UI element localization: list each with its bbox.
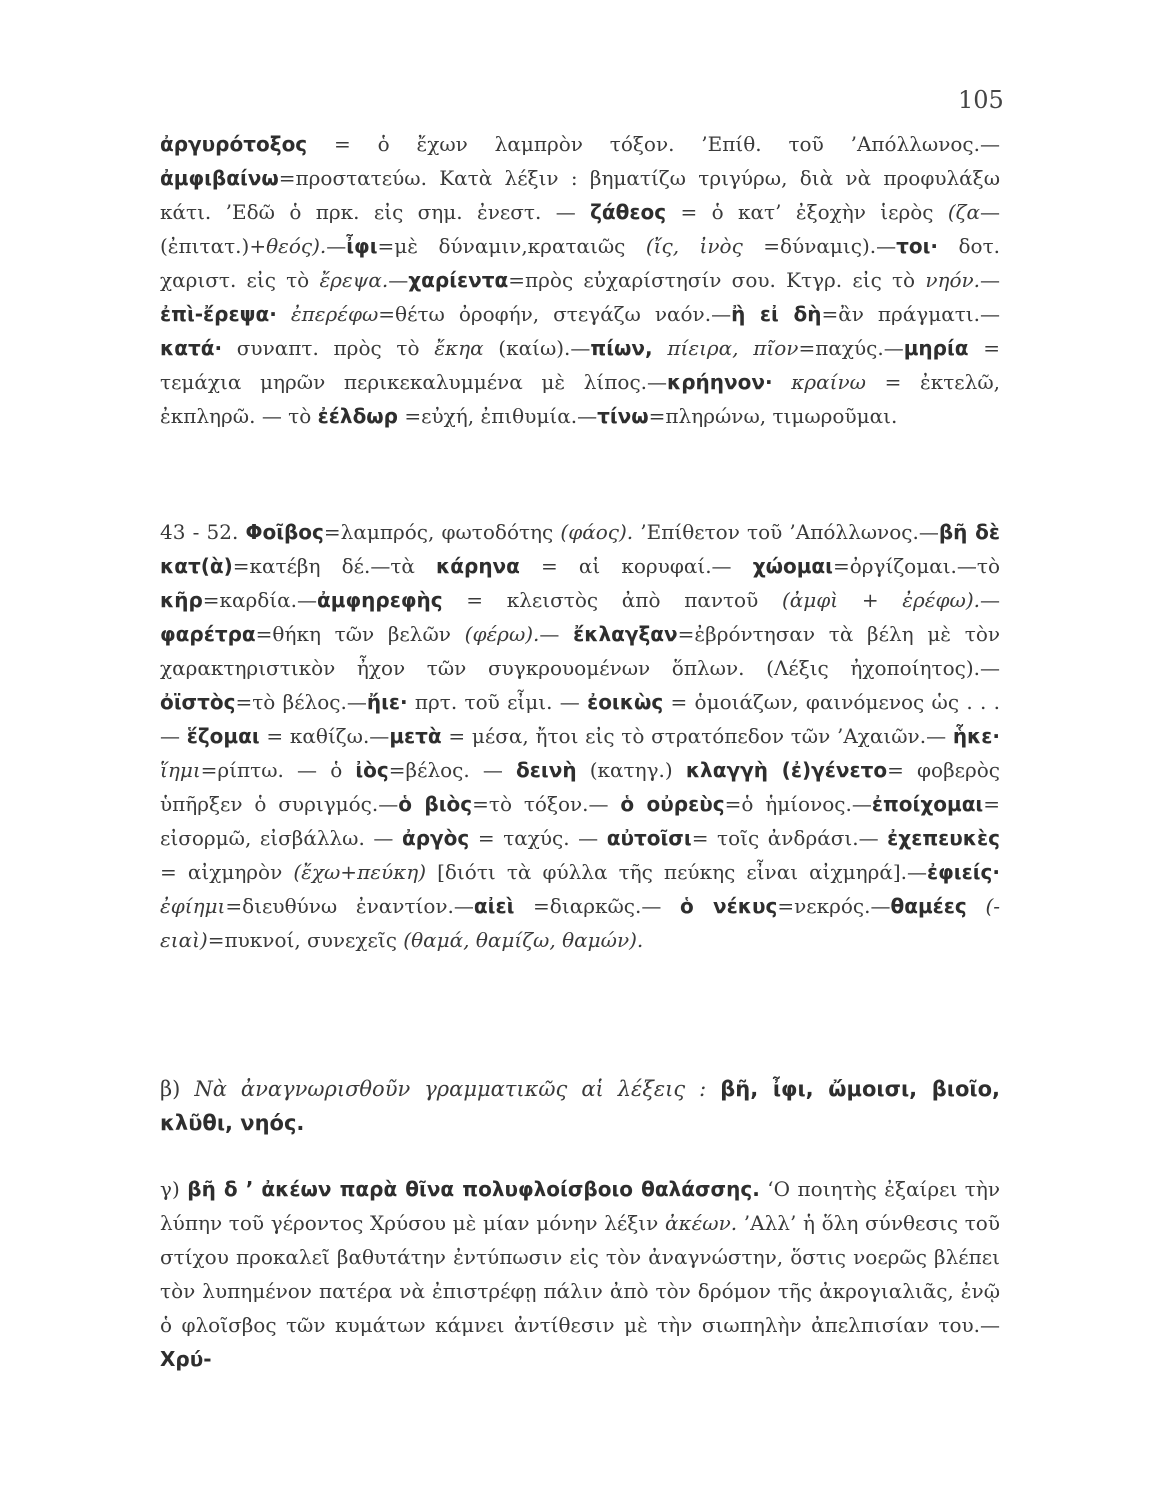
italic-text: ἵημι	[160, 758, 201, 782]
text-run: =ρίπτω. — ὁ	[200, 758, 356, 782]
headword: ζάθεος	[590, 200, 667, 224]
text-run: =νεκρός.—	[777, 894, 891, 918]
headword: φαρέτρα	[160, 622, 256, 646]
text-run: ’Αλλ’ ἡ ὅλη σύνθεσις τοῦ στίχου προκαλεῖ βαθυτάτην ἐντύπωσιν εἰς τὸν ἀναγνώστην, ὅστις νοερῶς βλέπει τὸν λυπημένον πατέρα νὰ ἐπιστρέφῃ πάλιν ἀπὸ τὸν δρόμον τῆς ἀκρογιαλιᾶς, ἐνῷ ὁ φλοῖσβος τῶν κυμάτων κάμνει ἀντίθεσιν μὲ τὴν σιωπηλὴν ἀπελπισίαν του.—	[160, 1211, 1001, 1337]
headword: θαμέες	[890, 894, 967, 918]
text-run: =καρδία.—	[202, 588, 318, 612]
headword: αἰεὶ	[473, 894, 515, 918]
text-run: =διευθύνω ἐναντίον.—	[225, 894, 474, 918]
text-run: =ὁ ἡμίονος.—	[724, 792, 872, 816]
text-run: = αἱ κορυφαί.—	[519, 554, 753, 578]
text-run: =προστατεύω. Κατὰ λέξιν : βηματίζω τριγύρω, διὰ νὰ προφυλάξω κάτι. ’Εδῶ ὁ πρκ. εἰς σημ. ἐνεστ. —	[160, 166, 1000, 224]
text-run: —	[326, 234, 347, 258]
text-run: ’Επίθετον τοῦ ’Απόλλωνος.—	[633, 520, 939, 544]
text-run: = ταχύς. —	[469, 826, 607, 850]
text-run: (καίω).—	[483, 336, 591, 360]
headword: κάρηνα	[436, 554, 520, 578]
glossary-paragraph-2	[160, 515, 1000, 957]
italic-text: (-ειαὶ)	[160, 894, 1001, 952]
headword: ἀμφιβαίνω	[160, 166, 279, 190]
headword: μετὰ	[389, 724, 442, 748]
text-run: συναπτ. πρὸς τὸ	[222, 336, 435, 360]
italic-text: (θαμά, θαμίζω, θαμών).	[403, 928, 644, 952]
text-run: 43 - 52.	[160, 520, 246, 544]
text-run: ‘Ο ποιητὴς ἐξαίρει τὴν λύπην τοῦ γέροντος Χρύσου μὲ μίαν μόνην λέξιν	[160, 1177, 1000, 1235]
headword: κατά·	[160, 336, 223, 360]
italic-text: ἔρεψα.	[319, 268, 389, 292]
text-run: δοτ. χαριστ. εἰς τὸ	[160, 234, 1000, 292]
page-number: 105	[958, 86, 1004, 114]
text-run: = αἰχμηρὸν	[160, 860, 294, 884]
text-run: πρτ. τοῦ εἶμι. —	[407, 690, 588, 714]
headword: ὀϊστὸς	[160, 690, 236, 714]
headword: ἧκε·	[952, 724, 1000, 748]
italic-text: θεός).	[266, 234, 327, 258]
headword: βῆ δ ’ ἀκέων παρὰ θῖνα πολυφλοίσβοιο θαλάσσης.	[187, 1177, 760, 1201]
italic-text: πίειρα, πῖον	[652, 336, 799, 360]
italic-text: (φέρω).	[464, 622, 540, 646]
headword: ἰὸς	[355, 758, 389, 782]
headword: ἐπὶ-ἔρεψα·	[160, 302, 277, 326]
italic-text: ἀκέων.	[664, 1211, 738, 1235]
headword: κλαγγὴ (ἐ)γένετο	[685, 758, 888, 782]
italic-text: (ζα	[947, 200, 980, 224]
text-run: =πληρώνω, τιμωροῦμαι.	[648, 404, 898, 428]
headword: τίνω	[597, 404, 649, 428]
headword: κῆρ	[160, 588, 203, 612]
text-run: γ)	[160, 1177, 188, 1201]
headword: ἤιε·	[366, 690, 408, 714]
headword: τοι·	[896, 234, 939, 258]
italic-text: ἔκηα	[434, 336, 484, 360]
text-run: =κατέβη δέ.—τὰ	[232, 554, 437, 578]
headword: ἀργυρότοξος	[160, 132, 308, 156]
exercise-c-paragraph	[160, 1172, 1000, 1376]
text-run: =ἂν πράγματι.—	[821, 302, 1000, 326]
text-run: = φοβερὸς ὑπῆρξεν ὁ συριγμός.—	[160, 758, 1000, 816]
text-run: = ἐκτελῶ, ἐκπληρῶ. — τὸ	[160, 370, 1001, 428]
headword: ἀργὸς	[402, 826, 470, 850]
text-run: = εἰσορμῶ, εἰσβάλλω. —	[160, 792, 1000, 850]
text-run: =τὸ βέλος.—	[235, 690, 367, 714]
text-run: =εὐχή, ἐπιθυμία.—	[398, 404, 598, 428]
glossary-paragraph-1	[160, 127, 1000, 433]
text-run: =θήκη τῶν βελῶν	[255, 622, 465, 646]
italic-text: ἐπερέφω	[276, 302, 379, 326]
text-run	[706, 1077, 720, 1101]
text-run: = ὁμοιάζων, φαινόμενος ὡς . . .—	[160, 690, 1000, 748]
text-run: β)	[160, 1077, 195, 1101]
text-run: =πυκνοί, συνεχεῖς	[207, 928, 404, 952]
text-run: =ὀργίζομαι.—τὸ	[832, 554, 1001, 578]
italic-text: νηόν.	[925, 268, 981, 292]
headword: χαρίεντα	[408, 268, 509, 292]
headword: μηρία	[903, 336, 969, 360]
italic-text: κραίνω	[772, 370, 866, 394]
headword: ὁ οὐρεὺς	[620, 792, 725, 816]
headword: αὐτοῖσι	[606, 826, 692, 850]
headword: βῆ, ἶφι, ὤμοισι, βιοῖο, κλῦθι, νηός.	[160, 1077, 1000, 1135]
headword: ἕζομαι	[186, 724, 260, 748]
headword: χώομαι	[752, 554, 833, 578]
headword: ἢ εἰ δὴ	[731, 302, 822, 326]
text-run: = τοῖς ἀνδράσι.—	[691, 826, 888, 850]
text-run: = κλειστὸς ἀπὸ παντοῦ	[442, 588, 782, 612]
headword: ἐέλδωρ	[317, 404, 399, 428]
text-run: = ὁ κατ’ ἐξοχὴν ἱερὸς	[666, 200, 948, 224]
headword: ἐποίχομαι	[871, 792, 984, 816]
headword: ἶφι	[346, 234, 378, 258]
text-run: —	[980, 268, 1001, 292]
text-run: —(ἐπιτατ.)+	[160, 200, 1000, 258]
text-run: —	[539, 622, 574, 646]
text-run: = καθίζω.—	[259, 724, 390, 748]
text-run: =διαρκῶς.—	[514, 894, 680, 918]
text-run: =λαμπρός, φωτοδότης	[323, 520, 561, 544]
text-run: [διότι τὰ φύλλα τῆς πεύκης εἶναι αἰχμηρά].—	[426, 860, 928, 884]
text-run: = τεμάχια μηρῶν περικεκαλυμμένα μὲ λίπος.—	[160, 336, 1000, 394]
italic-text: (ἔχω+πεύκη)	[293, 860, 426, 884]
text-run: =ἐβρόντησαν τὰ βέλη μὲ τὸν χαρακτηριστικὸν ἦχον τῶν συγκρουομένων ὅπλων. (Λέξις ἠχοποίητος).—	[160, 622, 1001, 680]
headword: Χρύ-	[160, 1347, 212, 1371]
text-run: = μέσα, ἤτοι εἰς τὸ στρατόπεδον τῶν ’Αχαιῶν.—	[441, 724, 953, 748]
text-run: =τὸ τόξον.—	[472, 792, 621, 816]
text-run: =παχύς.—	[798, 336, 904, 360]
text-run: =βέλος. —	[388, 758, 517, 782]
headword: βῆ δὲ κατ(ὰ)	[160, 520, 1001, 578]
italic-text: (ἀμφὶ + ἐρέφω).	[781, 588, 980, 612]
headword: ἐχεπευκὲς	[887, 826, 1000, 850]
italic-text: Νὰ ἀναγνωρισθοῦν γραμματικῶς αἱ λέξεις :	[194, 1077, 707, 1101]
headword: ἐοικὼς	[587, 690, 664, 714]
headword: ἀμφηρεφὴς	[317, 588, 443, 612]
text-run: =πρὸς εὐχαρίστησίν σου. Κτγρ. εἰς τὸ	[508, 268, 926, 292]
text-run: —	[388, 268, 409, 292]
italic-text: (φάος).	[560, 520, 634, 544]
text-run: = ὁ ἔχων λαμπρὸν τόξον. ’Επίθ. τοῦ ’Απόλλωνος.—	[307, 132, 1000, 156]
headword: ἔκλαγξαν	[573, 622, 678, 646]
text-run: —	[980, 588, 1000, 612]
headword: ὁ νέκυς	[679, 894, 778, 918]
headword: ἐφιείς·	[927, 860, 1000, 884]
text-run: =θέτω ὀροφήν, στεγάζω ναόν.—	[378, 302, 732, 326]
text-run: (κατηγ.)	[576, 758, 686, 782]
exercise-b-paragraph	[160, 1072, 1000, 1140]
italic-text: (ἴς, ἰνὸς	[645, 234, 743, 258]
headword: Φοῖβος	[245, 520, 324, 544]
headword: δεινὴ	[516, 758, 577, 782]
headword: κρήηνον·	[667, 370, 773, 394]
headword: πίων,	[590, 336, 653, 360]
text-run: =δύναμις).—	[742, 234, 897, 258]
headword: ὁ βιὸς	[398, 792, 473, 816]
italic-text: ἐφίημι	[160, 894, 226, 918]
text-run: =μὲ δύναμιν,κραταιῶς	[377, 234, 646, 258]
